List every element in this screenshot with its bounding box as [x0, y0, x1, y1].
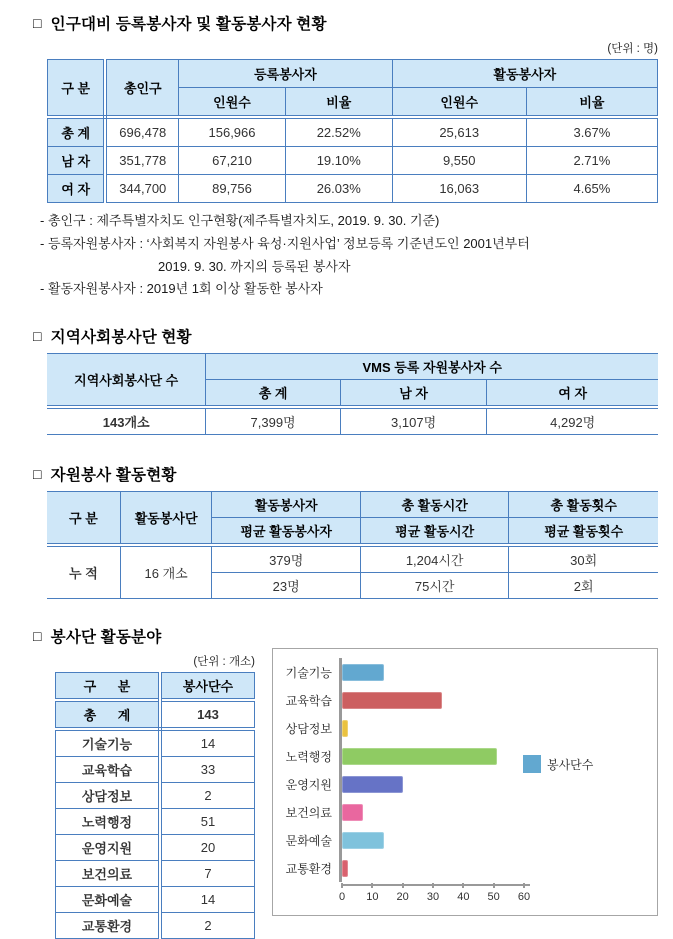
- chart-category-label: 교육학습: [285, 693, 332, 708]
- chart-x-tick-mark: [523, 883, 525, 888]
- cell-counsel-count: 2: [160, 783, 255, 809]
- table-row: [48, 175, 658, 203]
- cell-male-reg-rate: 19.10%: [285, 147, 392, 175]
- chart-x-tick-mark: [341, 883, 343, 888]
- col-header-team-count: 봉사단수: [160, 673, 255, 701]
- chart-bar-row: [281, 770, 651, 798]
- col-header-vms: VMS 등록 자원봉사자 수: [206, 354, 658, 380]
- activity-status-table: [47, 491, 658, 599]
- chart-category-label: 보건의료: [285, 805, 332, 820]
- legend-swatch-icon: [523, 755, 541, 773]
- chart-x-tick-label: 20: [396, 891, 409, 903]
- table-row: [47, 545, 658, 573]
- chart-bar-track: [339, 658, 651, 686]
- cell-avg-hours: 75시간: [360, 573, 508, 599]
- section4-title-text: 봉사단 활동분야: [50, 629, 162, 646]
- footnotes: [40, 210, 658, 301]
- chart-x-tick-label: 50: [487, 891, 500, 903]
- cell-total-reg-count: 156,966: [179, 117, 286, 147]
- col-header-vms-total: 총 계: [206, 380, 340, 408]
- col-header-group: 구 분: [47, 492, 120, 546]
- table-row: [56, 835, 255, 861]
- table-row: [47, 407, 658, 435]
- chart-bar-track: [339, 826, 651, 854]
- cell-total-volunteers: 379명: [212, 545, 360, 573]
- unit-label-places: (단위 : 개소): [193, 656, 255, 668]
- activity-fields-bar-chart: [272, 648, 658, 916]
- chart-legend: [523, 755, 593, 773]
- col-header-act-count: 인원수: [392, 88, 526, 118]
- chart-bar: [342, 776, 403, 793]
- col-header-total-times: 총 활동횟수: [509, 492, 658, 518]
- col-header-total-population: 총인구: [105, 60, 178, 118]
- chart-x-tick-mark: [402, 883, 404, 888]
- footnote-population: - 총인구 : 제주특별자치도 인구현황(제주특별자치도, 2019. 9. 30. 기준): [40, 213, 440, 228]
- chart-bar-row: [281, 658, 651, 686]
- section2-title-text: 지역사회봉사단 현황: [50, 329, 192, 346]
- section3-title-text: 자원봉사 활동현황: [50, 467, 177, 484]
- cell-avg-times: 2회: [509, 573, 658, 599]
- chart-bar-row: [281, 854, 651, 882]
- cell-team-count: 143개소: [47, 407, 206, 435]
- row-label-labor: 노력행정: [56, 809, 160, 835]
- cell-total-hours: 1,204시간: [360, 545, 508, 573]
- cell-female-population: 344,700: [105, 175, 178, 203]
- chart-bar-row: [281, 742, 651, 770]
- row-label-tech: 기술기능: [56, 729, 160, 757]
- col-header-avg-hours: 평균 활동시간: [360, 518, 508, 546]
- chart-bar-track: [339, 798, 651, 826]
- cell-male-act-rate: 2.71%: [526, 147, 657, 175]
- cell-total-reg-rate: 22.52%: [285, 117, 392, 147]
- chart-x-tick-label: 40: [457, 891, 470, 903]
- chart-bar: [342, 664, 384, 681]
- cell-vms-male: 3,107명: [340, 407, 487, 435]
- col-header-registered: 등록봉사자: [179, 60, 393, 88]
- chart-x-tick-label: 10: [366, 891, 379, 903]
- legend-label: 봉사단수: [547, 757, 594, 772]
- chart-bar: [342, 692, 442, 709]
- cell-health-count: 7: [160, 861, 255, 887]
- chart-category-label: 운영지원: [285, 777, 332, 792]
- chart-bar-track: [339, 854, 651, 882]
- table-row: [56, 783, 255, 809]
- chart-bar-track: [339, 742, 651, 770]
- square-bullet-icon: □: [33, 15, 42, 31]
- col-header-avg-volunteers: 평균 활동봉사자: [212, 518, 360, 546]
- chart-bar-row: [281, 826, 651, 854]
- chart-category-label: 교통환경: [285, 861, 332, 876]
- section-activity-fields: [33, 625, 658, 939]
- table-row: [56, 887, 255, 913]
- cell-labor-count: 51: [160, 809, 255, 835]
- chart-bar-row: [281, 686, 651, 714]
- col-header-vms-female: 여 자: [487, 380, 658, 408]
- section1-title: [33, 12, 658, 34]
- table-row: [56, 757, 255, 783]
- cell-total-count: 143: [160, 700, 255, 729]
- table-row: [56, 809, 255, 835]
- chart-x-tick-mark: [432, 883, 434, 888]
- row-label-female: 여 자: [48, 175, 106, 203]
- chart-x-tick-mark: [493, 883, 495, 888]
- square-bullet-icon: □: [33, 628, 42, 644]
- square-bullet-icon: □: [33, 328, 42, 344]
- col-header-team-count: 지역사회봉사단 수: [47, 354, 206, 408]
- chart-category-label: 문화예술: [285, 833, 332, 848]
- chart-x-axis-line: [342, 884, 530, 886]
- chart-bar: [342, 804, 363, 821]
- footnote-active: - 활동자원봉사자 : 2019년 1회 이상 활동한 봉사자: [40, 281, 323, 297]
- table-row: [48, 147, 658, 175]
- row-label-total: 총 계: [48, 117, 106, 147]
- row-label-culture: 문화예술: [56, 887, 160, 913]
- chart-bar: [342, 748, 497, 765]
- cell-culture-count: 14: [160, 887, 255, 913]
- chart-bar-track: [339, 770, 651, 798]
- col-header-active-teams: 활동봉사단: [120, 492, 212, 546]
- table-row: [48, 117, 658, 147]
- activity-fields-left: [33, 625, 255, 939]
- row-label-education: 교육학습: [56, 757, 160, 783]
- section3-title: [33, 463, 658, 485]
- table-row-total: [56, 700, 255, 729]
- cell-vms-total: 7,399명: [206, 407, 340, 435]
- chart-category-label: 상담정보: [285, 721, 332, 736]
- footnote-registered: - 등록자원봉사자 : ‘사회복지 자원봉사 육성·지원사업’ 정보등록 기준년도인 2001년부터: [40, 235, 530, 251]
- chart-bar: [342, 860, 348, 877]
- cell-female-reg-rate: 26.03%: [285, 175, 392, 203]
- chart-x-tick-mark: [462, 883, 464, 888]
- section-population-status: [33, 12, 658, 301]
- cell-traffic-count: 2: [160, 913, 255, 939]
- col-header-reg-count: 인원수: [179, 88, 286, 118]
- activity-fields-table: [55, 672, 255, 939]
- col-header-avg-times: 평균 활동횟수: [509, 518, 658, 546]
- row-label-health: 보건의료: [56, 861, 160, 887]
- cell-female-act-count: 16,063: [392, 175, 526, 203]
- row-label-operation: 운영지원: [56, 835, 160, 861]
- cell-operation-count: 20: [160, 835, 255, 861]
- cell-team-count: 16 개소: [120, 545, 212, 599]
- chart-bar: [342, 832, 384, 849]
- section2-title: [33, 325, 658, 347]
- cell-total-act-count: 25,613: [392, 117, 526, 147]
- section-activity-status: [33, 463, 658, 599]
- chart-x-tick-label: 0: [338, 891, 346, 903]
- cell-avg-volunteers: 23명: [212, 573, 360, 599]
- chart-category-label: 노력행정: [285, 749, 332, 764]
- chart-x-tick-mark: [371, 883, 373, 888]
- row-label-cumulative: 누 적: [47, 545, 120, 599]
- row-label-total: 총 계: [56, 700, 160, 729]
- row-label-male: 남 자: [48, 147, 106, 175]
- square-bullet-icon: □: [33, 466, 42, 482]
- chart-bar-track: [339, 714, 651, 742]
- col-header-reg-rate: 비율: [285, 88, 392, 118]
- col-header-act-rate: 비율: [526, 88, 657, 118]
- unit-label-persons: (단위 : 명): [607, 43, 658, 55]
- cell-total-times: 30회: [509, 545, 658, 573]
- col-header-vms-male: 남 자: [340, 380, 487, 408]
- cell-male-population: 351,778: [105, 147, 178, 175]
- col-header-active: 활동봉사자: [392, 60, 657, 88]
- table-row: [56, 729, 255, 757]
- chart-bar-row: [281, 714, 651, 742]
- cell-tech-count: 14: [160, 729, 255, 757]
- chart-bar-row: [281, 798, 651, 826]
- cell-male-act-count: 9,550: [392, 147, 526, 175]
- table-row: [56, 913, 255, 939]
- chart-x-tick-label: 30: [426, 891, 440, 903]
- section4-title: [33, 625, 255, 647]
- chart-x-tick-label: 60: [517, 891, 531, 903]
- cell-female-act-rate: 4.65%: [526, 175, 657, 203]
- section1-title-text: 인구대비 등록봉사자 및 활동봉사자 현황: [50, 16, 327, 33]
- col-header-group: 구 분: [48, 60, 106, 118]
- row-label-traffic: 교통환경: [56, 913, 160, 939]
- row-label-counsel: 상담정보: [56, 783, 160, 809]
- chart-category-label: 기술기능: [285, 665, 332, 680]
- cell-total-population: 696,478: [105, 117, 178, 147]
- population-volunteer-table: [47, 59, 658, 203]
- col-header-group: 구 분: [56, 673, 160, 701]
- cell-male-reg-count: 67,210: [179, 147, 286, 175]
- chart-bar-track: [339, 686, 651, 714]
- community-teams-table: [47, 353, 658, 435]
- cell-education-count: 33: [160, 757, 255, 783]
- section-community-teams: [33, 325, 658, 435]
- chart-bar: [342, 720, 348, 737]
- chart-x-axis: [338, 882, 651, 908]
- cell-female-reg-count: 89,756: [179, 175, 286, 203]
- cell-vms-female: 4,292명: [487, 407, 658, 435]
- table-row: [56, 861, 255, 887]
- cell-total-act-rate: 3.67%: [526, 117, 657, 147]
- footnote-registered-cont: 2019. 9. 30. 까지의 등록된 봉사자: [158, 258, 351, 274]
- col-header-active-volunteers: 활동봉사자: [212, 492, 360, 518]
- col-header-total-hours: 총 활동시간: [360, 492, 508, 518]
